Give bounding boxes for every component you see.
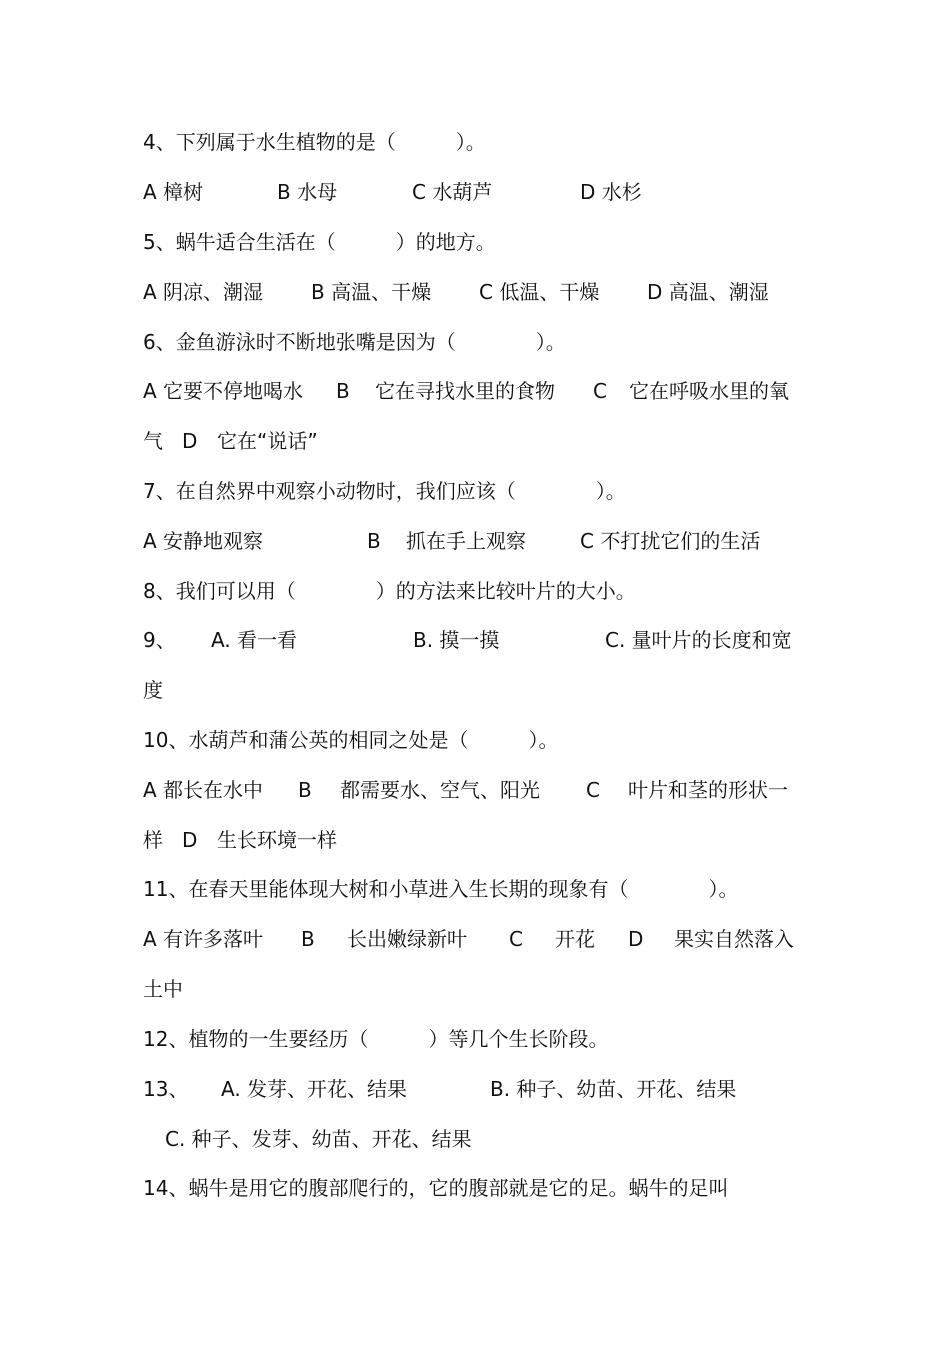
question-11-line [0, 869, 950, 909]
question-14-text: 14、蜗牛是用它的腹部爬行的，它的腹部就是它的足。蜗牛的足叫 [143, 1176, 729, 1200]
question-5-line [0, 222, 950, 262]
option-c: C. 种子、发芽、幼苗、开花、结果 [165, 1127, 472, 1151]
option-c-continuation: 样 [143, 828, 163, 852]
option-d-continuation: 土中 [143, 977, 183, 1001]
option-a: A 都长在水中 [143, 778, 264, 802]
option-c-letter: C [593, 379, 607, 403]
option-a: A 阴凉、潮湿 [143, 280, 264, 304]
question-12-text: 12、植物的一生要经历（ ）等几个生长阶段。 [143, 1027, 609, 1051]
option-c-letter: C [586, 778, 600, 802]
question-9-line [0, 620, 950, 660]
question-4-text: 4、下列属于水生植物的是（ ）。 [143, 130, 486, 154]
question-4-line [0, 122, 950, 162]
option-b-letter: B [367, 529, 381, 553]
option-a: A. 发芽、开花、结果 [221, 1077, 408, 1101]
option-b: B 高温、干燥 [311, 280, 432, 304]
question-10-line [0, 720, 950, 760]
question-7-options [0, 521, 950, 561]
question-6-options-cont [0, 421, 950, 461]
question-9-cont [0, 670, 950, 710]
option-c-text: 它在呼吸水里的氧 [629, 379, 789, 403]
option-c-text: 叶片和茎的形状一 [628, 778, 788, 802]
option-c-letter: C [509, 927, 523, 951]
option-c: C 低温、干燥 [479, 280, 600, 304]
question-6-text: 6、金鱼游泳时不断地张嘴是因为（ ）。 [143, 330, 566, 354]
option-b-text: 长出嫩绿新叶 [347, 927, 467, 951]
question-8-text: 8、我们可以用（ ）的方法来比较叶片的大小。 [143, 579, 636, 603]
option-d: D 高温、潮湿 [647, 280, 769, 304]
option-b-letter: B [301, 927, 315, 951]
question-9-number: 9、 [143, 628, 176, 652]
option-d-letter: D [182, 429, 198, 453]
option-b-text: 都需要水、空气、阳光 [340, 778, 540, 802]
option-c: C 不打扰它们的生活 [580, 529, 761, 553]
question-14-line [0, 1168, 950, 1208]
option-a: A 樟树 [143, 180, 204, 204]
question-6-line [0, 322, 950, 362]
question-11-text: 11、在春天里能体现大树和小草进入生长期的现象有（ ）。 [143, 877, 739, 901]
question-13-line [0, 1069, 950, 1109]
option-b-text: 它在寻找水里的食物 [375, 379, 555, 403]
option-b-letter: B [298, 778, 312, 802]
option-d-letter: D [182, 828, 198, 852]
question-5-options [0, 272, 950, 312]
question-13-options-cont [0, 1119, 950, 1159]
question-11-options [0, 919, 950, 959]
question-10-text: 10、水葫芦和蒲公英的相同之处是（ ）。 [143, 728, 559, 752]
question-7-line [0, 471, 950, 511]
question-10-options-cont [0, 820, 950, 860]
question-6-options [0, 371, 950, 411]
question-12-line [0, 1019, 950, 1059]
question-5-text: 5、蜗牛适合生活在（ ）的地方。 [143, 230, 496, 254]
question-10-options [0, 770, 950, 810]
question-8-line [0, 571, 950, 611]
option-a: A 有许多落叶 [143, 927, 264, 951]
option-c: C. 量叶片的长度和宽 [605, 628, 792, 652]
option-a: A 安静地观察 [143, 529, 264, 553]
option-c-continuation: 气 [143, 429, 163, 453]
option-b-text: 抓在手上观察 [406, 529, 526, 553]
option-c-text: 开花 [555, 927, 595, 951]
option-b: B. 种子、幼苗、开花、结果 [490, 1077, 737, 1101]
option-d-text: 它在“说话” [217, 429, 318, 453]
option-d-text: 生长环境一样 [217, 828, 337, 852]
question-7-text: 7、在自然界中观察小动物时，我们应该（ ）。 [143, 479, 626, 503]
option-d-text: 果实自然落入 [674, 927, 794, 951]
option-a: A 它要不停地喝水 [143, 379, 304, 403]
option-d-letter: D [628, 927, 644, 951]
question-4-options [0, 172, 950, 212]
option-c-continuation: 度 [143, 678, 163, 702]
option-c: C 水葫芦 [412, 180, 493, 204]
option-b-letter: B [336, 379, 350, 403]
question-13-number: 13、 [143, 1077, 189, 1101]
option-b: B 水母 [277, 180, 338, 204]
option-b: B. 摸一摸 [413, 628, 500, 652]
option-d: D 水杉 [580, 180, 642, 204]
question-11-options-cont [0, 969, 950, 1009]
option-a: A. 看一看 [211, 628, 298, 652]
